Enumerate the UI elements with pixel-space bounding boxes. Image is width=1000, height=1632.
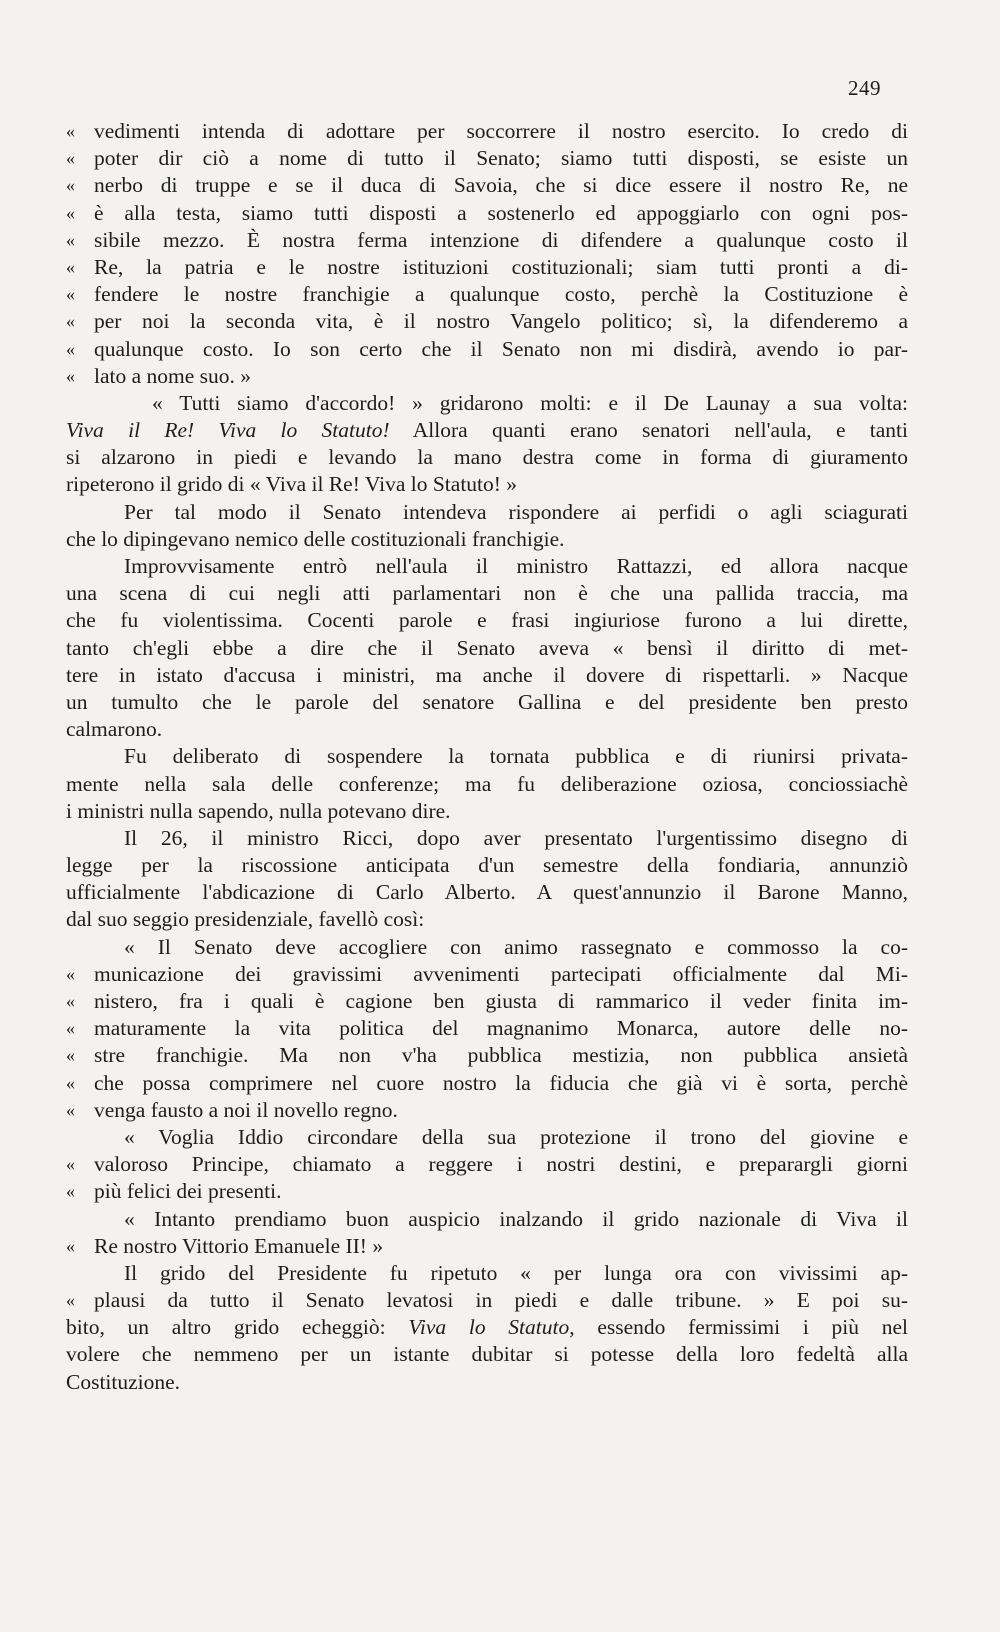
text-line: volere che nemmeno per un istante dubitar si potesse della loro fedeltà alla [66,1342,908,1367]
text-line: « Il Senato deve accogliere con animo rassegnato e commosso la co- [124,934,908,959]
text-line: tere in istato d'accusa i ministri, ma anche il dovere di rispettarli. » Nacque [66,662,908,687]
quote-mark: « [66,311,75,332]
quote-mark: « [66,1099,75,1120]
text-line: che lo dipingevano nemico delle costituzionali franchigie. [66,526,565,551]
text-line: calmarono. [66,717,163,742]
text-line: « vedimenti intenda di adottare per soccorrere il nostro esercito. Io credo di [66,118,908,145]
text-line: « Re nostro Vittorio Emanuele II! » [66,1233,908,1260]
text-line: Fu deliberato di sospendere la tornata pubblica e di riunirsi privata- [124,744,908,769]
quote-mark: « [66,1235,75,1256]
text-line: che fu violentissima. Cocenti parole e frasi ingiuriose furono a lui dirette, [66,608,908,633]
quote-mark: « [66,991,75,1011]
quote-mark: « [66,121,75,141]
text-line: « maturamente la vita politica del magnanimo Monarca, autore delle no- [66,1015,908,1042]
text-line: « plausi da tutto il Senato levatosi in piedi e dalle tribune. » E poi su- [66,1287,908,1314]
text-line: Viva il Re! Viva lo Statuto! Allora quanti erano senatori nell'aula, e tanti [66,418,908,443]
quote-mark: « [66,1154,75,1175]
text-line: « venga fausto a noi il novello regno. [66,1097,908,1124]
text-line: Per tal modo il Senato intendeva rispondere ai perfidi o agli sciagurati [124,499,908,524]
quote-mark: « [66,1018,75,1039]
text-line: « lato a nome suo. » [66,363,908,390]
text-line: Costituzione. [66,1369,181,1394]
text-line: un tumulto che le parole del senatore Gallina e del presidente ben presto [66,689,908,714]
text-line: una scena di cui negli atti parlamentari non è che una pallida traccia, ma [66,581,908,606]
text-line: Improvvisamente entrò nell'aula il ministro Rattazzi, ed allora nacque [124,554,908,578]
text-line: dal suo seggio presidenziale, favellò così: [66,907,425,932]
text-line: « Tutti siamo d'accordo! » gridarono molti: e il De Launay a sua volta: [152,390,908,415]
text-line: bito, un altro grido echeggiò: Viva lo Statuto, essendo fermissimi i più nel [66,1315,908,1340]
text-line: « fendere le nostre franchigie a qualunque costo, perchè la Costituzione è [66,281,908,308]
text-line: « municazione dei gravissimi avvenimenti partecipati officialmente dal Mi- [66,961,908,988]
quote-mark: « [66,1290,75,1311]
page-number: 249 [848,76,881,100]
text-line: « per noi la seconda vita, è il nostro Vangelo politico; sì, la difenderemo a [66,308,908,335]
text-line: « che possa comprimere nel cuore nostro la fiducia che già vi è sorta, perchè [66,1070,908,1097]
quote-mark: « [66,284,75,305]
text-line: « nistero, fra i quali è cagione ben giusta di rammarico il veder finita im- [66,988,908,1015]
quote-mark: « [66,229,75,250]
quote-mark: « [66,175,75,196]
text-line: « qualunque costo. Io son certo che il Senato non mi disdirà, avendo io par- [66,336,908,363]
body-text [66,118,908,1396]
quote-mark: « [66,256,75,277]
quote-mark: « [66,338,75,359]
text-line: mente nella sala delle conferenze; ma fu deliberazione oziosa, conciossiachè [66,771,908,796]
text-line: ufficialmente l'abdicazione di Carlo Alberto. A quest'annunzio il Barone Manno, [66,880,908,905]
italic-text: Viva lo Statuto, [408,1315,575,1340]
text-line: « stre franchigie. Ma non v'ha pubblica mestizia, non pubblica ansietà [66,1042,908,1069]
quote-mark: « [66,963,75,984]
text-line: ripeterono il grido di « Viva il Re! Viva lo Statuto! » [66,472,518,497]
quote-mark: « [66,1045,75,1066]
quote-mark: « [66,1181,75,1202]
text-line: tanto ch'egli ebbe a dire che il Senato aveva « bensì il diritto di met- [66,635,908,660]
italic-text: Viva il Re! Viva lo Statuto! [66,418,390,443]
text-line: « Voglia Iddio circondare della sua protezione il trono del giovine e [124,1124,908,1149]
text-line: « più felici dei presenti. [66,1178,908,1205]
text-line: « nerbo di truppe e se il duca di Savoia, che si dice essere il nostro Re, ne [66,172,908,199]
text-line: « è alla testa, siamo tutti disposti a sostenerlo ed appoggiarlo con ogni pos- [66,200,908,227]
text-line: legge per la riscossione anticipata d'un semestre della fondiaria, annunziò [66,853,908,878]
text-line: Il grido del Presidente fu ripetuto « per lunga ora con vivissimi ap- [124,1260,908,1285]
quote-mark: « [66,202,75,223]
quote-mark: « [66,1072,75,1093]
text-line: Il 26, il ministro Ricci, dopo aver presentato l'urgentissimo disegno di [124,825,908,850]
text-line: i ministri nulla sapendo, nulla potevano dire. [66,798,451,823]
text-line: « valoroso Principe, chiamato a reggere i nostri destini, e preparargli giorni [66,1151,908,1178]
text-line: « Re, la patria e le nostre istituzioni costituzionali; siam tutti pronti a di- [66,254,908,281]
text-line: « sibile mezzo. È nostra ferma intenzione di difendere a qualunque costo il [66,227,908,254]
text-line: si alzarono in piedi e levando la mano destra come in forma di giuramento [66,445,908,470]
text-line: « Intanto prendiamo buon auspicio inalzando il grido nazionale di Viva il [124,1206,908,1231]
text-line: « poter dir ciò a nome di tutto il Senato; siamo tutti disposti, se esiste un [66,145,908,172]
quote-mark: « [66,148,75,169]
quote-mark: « [66,365,75,386]
